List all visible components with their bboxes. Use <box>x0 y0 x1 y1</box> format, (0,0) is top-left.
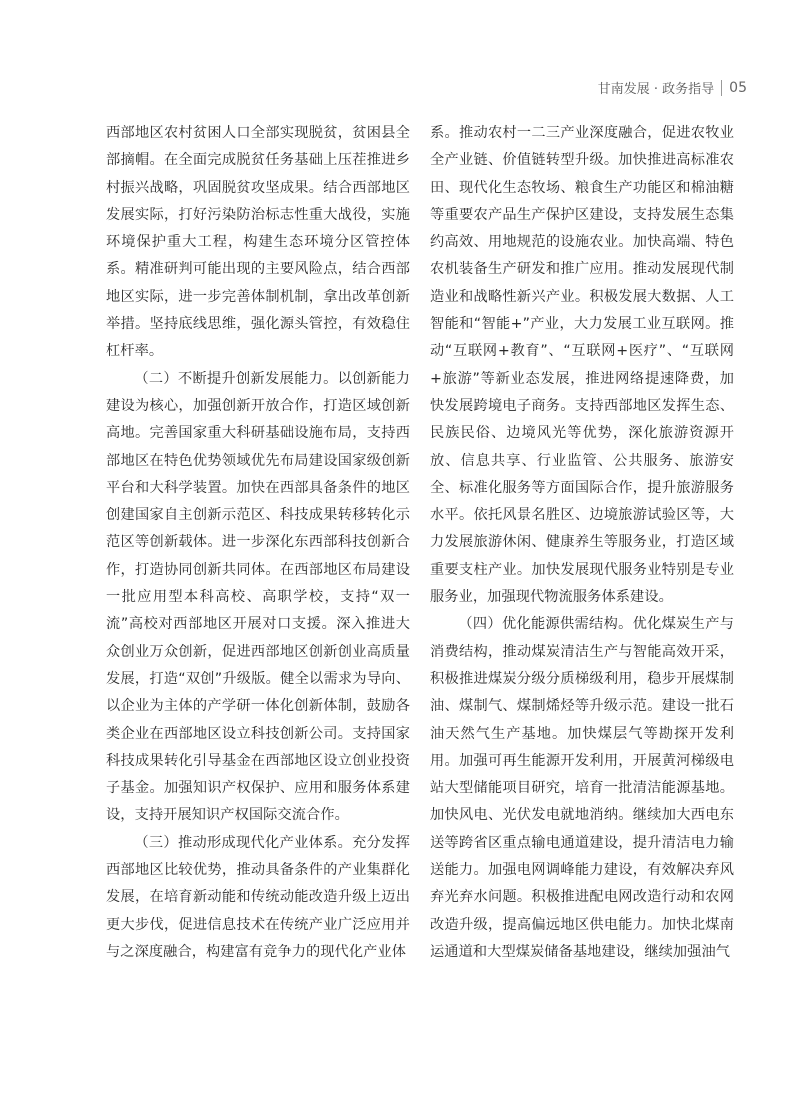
paragraph-section-2: （二）不断提升创新发展能力。以创新能力建设为核心，加强创新开放合作，打造区域创新高地。完善国家重大科研基础设施布局，支持西部地区在特色优势领域优先布局建设国家级创新平台和大科学装置。加快在西部具备条件的地区创建国家自主创新示范区、科技成果转移转化示范区等创新载体。进一步深化东西部科技创新合作，打造协同创新共同体。在西部地区布局建设一批应用型本科高校、高职学校，支持“双一流”高校对西部地区开展对口支援。深入推进大众创业万众创新，促进西部地区创新创业高质量发展，打造“双创”升级版。健全以需求为导向、以企业为主体的产学研一体化创新体制，鼓励各类企业在西部地区设立科技创新公司。支持国家科技成果转化引导基金在西部地区设立创业投资子基金。加强知识产权保护、应用和服务体系建设，支持开展知识产权国际交流合作。 <box>106 370 410 824</box>
paragraph: 系。推动农村一二三产业深度融合，促进农牧业全产业链、价值链转型升级。加快推进高标准农田、现代化生态牧场、粮食生产功能区和棉油糖等重要农产品生产保护区建设，支持发展生态集约高效、用地规范的设施农业。加快高端、特色农机装备生产研发和推广应用。推动发展现代制造业和战略性新兴产业。积极发展大数据、人工智能和“智能+”产业，大力发展工业互联网。推动“互联网+教育”、“互联网+医疗”、“互联网+旅游”等新业态发展，推进网络提速降费，加快发展跨境电子商务。支持西部地区发挥生态、民族民俗、边境风光等优势，深化旅游资源开放、信息共享、行业监管、公共服务、旅游安全、标准化服务等方面国际合作，提升旅游服务水平。依托风景名胜区、边境旅游试验区等，大力发展旅游休闲、健康养生等服务业，打造区域重要支柱产业。加快发展现代服务业特别是专业服务业，加强现代物流服务体系建设。 <box>430 125 734 606</box>
right-column <box>430 120 734 966</box>
page-header <box>598 78 747 97</box>
header-title: 甘南发展 · 政务指导 <box>597 82 715 97</box>
paragraph-section-3: （三）推动形成现代化产业体系。充分发挥西部地区比较优势，推动具备条件的产业集群化发展，在培育新动能和传统动能改造升级上迈出更大步伐，促进信息技术在传统产业广泛应用并与之深度融合，构建富有竞争力的现代化产业体 <box>106 834 410 960</box>
page-number: 05 <box>729 79 747 96</box>
header-divider <box>721 80 722 96</box>
paragraph: 西部地区农村贫困人口全部实现脱贫，贫困县全部摘帽。在全面完成脱贫任务基础上压茬推进乡村振兴战略，巩固脱贫攻坚成果。结合西部地区发展实际，打好污染防治标志性重大战役，实施环境保护重大工程，构建生态环境分区管控体系。精准研判可能出现的主要风险点，结合西部地区实际，进一步完善体制机制，拿出改革创新举措。坚持底线思维，强化源头管控，有效稳住杠杆率。 <box>106 125 410 360</box>
left-column <box>106 120 410 966</box>
paragraph-section-4: （四）优化能源供需结构。优化煤炭生产与消费结构，推动煤炭清洁生产与智能高效开采，积极推进煤炭分级分质梯级利用，稳步开展煤制油、煤制气、煤制烯烃等升级示范。建设一批石油天然气生产基地。加快煤层气等勘探开发利用。加强可再生能源开发利用，开展黄河梯级电站大型储能项目研究，培育一批清洁能源基地。加快风电、光伏发电就地消纳。继续加大西电东送等跨省区重点输电通道建设，提升清洁电力输送能力。加强电网调峰能力建设，有效解决弃风弃光弃水问题。积极推进配电网改造行动和农网改造升级，提高偏远地区供电能力。加快北煤南运通道和大型煤炭储备基地建设，继续加强油气 <box>430 616 734 960</box>
